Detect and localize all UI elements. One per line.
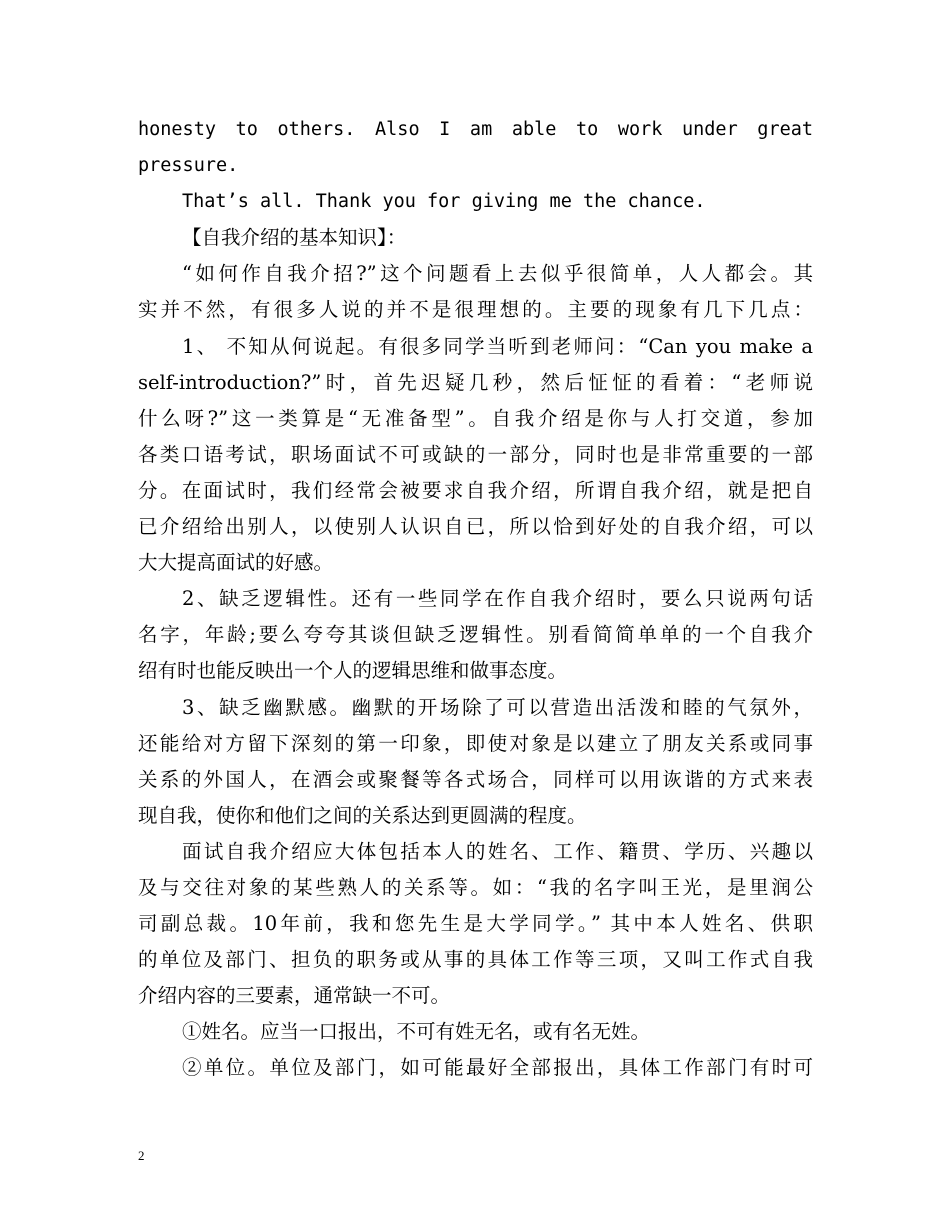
text-line: 关系的外国人，在酒会或聚餐等各式场合，同样可以用诙谐的方式来表 — [138, 767, 813, 791]
text-line: ②单位。单位及部门，如可能最好全部报出，具体工作部门有时可 — [182, 1056, 813, 1080]
text-line: That’s all. Thank you for giving me the chance. — [182, 191, 706, 213]
text-line: self-introduction?”时，首先迟疑几秒，然后怔怔的看着：“老师说 — [138, 370, 813, 394]
text-line: 名字，年龄;要么夸夸其谈但缺乏逻辑性。别看简简单单的一个自我介 — [138, 623, 813, 647]
text-line: 各类口语考试，职场面试不可或缺的一部分，同时也是非常重要的一部 — [138, 442, 813, 466]
text-line: pressure. — [138, 155, 239, 177]
text-line: 的单位及部门、担负的职务或从事的具体工作等三项，又叫工作式自我 — [138, 948, 813, 972]
text-line: 面试自我介绍应大体包括本人的姓名、工作、籍贯、学历、兴趣以 — [182, 839, 813, 863]
text-line: 实并不然，有很多人说的并不是很理想的。主要的现象有几下几点： — [138, 298, 813, 322]
section-heading: 【自我介绍的基本知识】： — [182, 226, 407, 250]
text-line: 2、缺乏逻辑性。还有一些同学在作自我介绍时，要么只说两句话 — [182, 587, 813, 611]
text-line: 还能给对方留下深刻的第一印象，即使对象是以建立了朋友关系或同事 — [138, 731, 813, 755]
body-text — [138, 112, 813, 1087]
text-line: 1、 不知从何说起。有很多同学当听到老师问：“Can you make a — [182, 334, 813, 358]
text-line: 及与交往对象的某些熟人的关系等。如：“我的名字叫王光，是里润公 — [138, 875, 813, 899]
text-line: 绍有时也能反映出一个人的逻辑思维和做事态度。 — [138, 659, 568, 683]
text-line: honesty to others. Also I am able to work under great — [138, 119, 813, 140]
text-line: 什么呀?”这一类算是“无准备型”。自我介绍是你与人打交道，参加 — [138, 406, 813, 430]
text-line: 介绍内容的三要素，通常缺一不可。 — [138, 984, 451, 1008]
text-line: 司副总裁。10年前，我和您先生是大学同学。” 其中本人姓名、供职 — [138, 912, 813, 936]
text-line: 3、缺乏幽默感。幽默的开场除了可以营造出活泼和睦的气氛外， — [182, 695, 813, 719]
text-line: 大大提高面试的好感。 — [138, 551, 334, 575]
text-line: 分。在面试时，我们经常会被要求自我介绍，所谓自我介绍，就是把自 — [138, 478, 813, 502]
text-line: ①姓名。应当一口报出，不可有姓无名，或有名无姓。 — [182, 1020, 651, 1044]
text-line: 已介绍给出别人，以使别人认识自已，所以恰到好处的自我介绍，可以 — [138, 515, 813, 539]
page-number: 2 — [138, 1148, 145, 1163]
text-line: 现自我，使你和他们之间的关系达到更圆满的程度。 — [138, 803, 587, 827]
text-line: “如何作自我介招?”这个问题看上去似乎很简单，人人都会。其 — [182, 262, 813, 286]
